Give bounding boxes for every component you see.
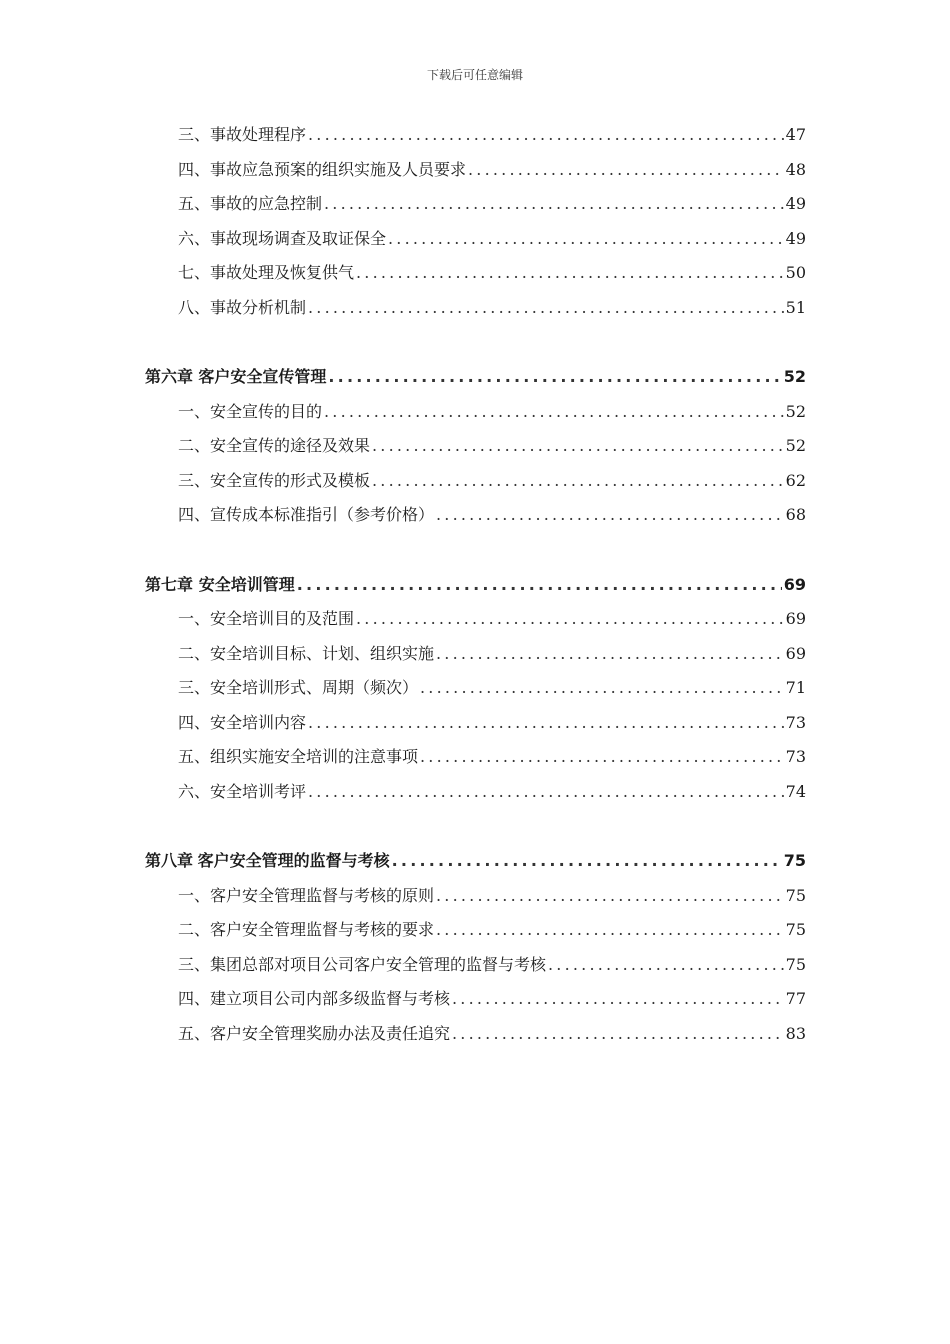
- dot-leader: [356, 602, 784, 637]
- toc-entry-title: 三、安全培训形式、周期（频次）: [178, 678, 419, 697]
- toc-entry-title: 五、事故的应急控制: [178, 194, 323, 213]
- toc-entry[interactable]: [145, 256, 806, 291]
- group-spacer: [145, 533, 806, 568]
- toc-entry-title: 四、宣传成本标准指引（参考价格）: [178, 505, 435, 524]
- toc-entry[interactable]: [145, 395, 806, 430]
- toc-entry-title: 八、事故分析机制: [178, 297, 307, 317]
- toc-entry-page: 71: [785, 678, 806, 697]
- toc-entry-page: 48: [785, 159, 806, 179]
- dot-leader: [548, 948, 784, 983]
- dot-leader: [324, 395, 784, 430]
- toc-chapter-page: 75: [783, 851, 806, 870]
- toc-entry-page: 83: [785, 1023, 806, 1043]
- dot-leader: [372, 429, 784, 464]
- toc-chapter-title: 客户安全宣传管理: [198, 367, 327, 386]
- toc-chapter-entry[interactable]: [145, 844, 806, 879]
- dot-leader: [356, 256, 784, 291]
- toc-entry[interactable]: [145, 948, 806, 983]
- dot-leader: [436, 637, 784, 672]
- toc-entry[interactable]: [145, 775, 806, 810]
- toc-entry-page: 49: [785, 228, 806, 248]
- toc-entry-page: 69: [785, 609, 806, 628]
- dot-leader: [420, 671, 784, 706]
- toc-entry-page: 52: [785, 436, 806, 455]
- toc-entry[interactable]: [145, 153, 806, 188]
- toc-entry-page: 77: [785, 989, 806, 1008]
- toc-entry-page: 50: [785, 263, 806, 282]
- toc-entry-title: 一、客户安全管理监督与考核的原则: [178, 885, 435, 905]
- toc-entry[interactable]: [145, 740, 806, 775]
- toc-entry-title: 二、安全宣传的途径及效果: [178, 436, 371, 455]
- group-spacer: [145, 809, 806, 844]
- page-header: 下载后可任意编辑: [426, 68, 523, 82]
- toc-entry-title: 四、建立项目公司内部多级监督与考核: [178, 989, 451, 1008]
- dot-leader: [388, 222, 784, 257]
- toc-entry-page: 62: [785, 470, 806, 490]
- toc-entry-title: 四、安全培训内容: [178, 712, 307, 732]
- toc-entry[interactable]: [145, 671, 806, 706]
- toc-entry-title: 七、事故处理及恢复供气: [178, 263, 355, 282]
- dot-leader: [297, 568, 782, 603]
- dot-leader: [452, 1017, 784, 1052]
- toc-entry[interactable]: [145, 602, 806, 637]
- toc-chapter-number: 第七章: [145, 574, 194, 594]
- toc-entry[interactable]: [145, 982, 806, 1017]
- toc-chapter-number: 第八章: [145, 851, 194, 870]
- toc-entry-page: 47: [785, 125, 806, 144]
- toc-chapter-page: 52: [783, 367, 806, 386]
- toc-entry-title: 五、客户安全管理奖励办法及责任追究: [178, 1023, 451, 1043]
- table-of-contents: [145, 118, 806, 1051]
- toc-entry[interactable]: [145, 429, 806, 464]
- toc-entry-page: 52: [785, 401, 806, 421]
- toc-entry[interactable]: [145, 291, 806, 326]
- toc-chapter-title: 客户安全管理的监督与考核: [197, 851, 390, 870]
- dot-leader: [420, 740, 784, 775]
- toc-entry-title: 五、组织实施安全培训的注意事项: [178, 747, 419, 766]
- toc-entry-page: 49: [785, 194, 806, 213]
- dot-leader: [308, 775, 784, 810]
- dot-leader: [392, 844, 782, 879]
- toc-entry-page: 75: [785, 920, 806, 939]
- toc-entry[interactable]: [145, 118, 806, 153]
- dot-leader: [328, 360, 781, 395]
- toc-entry[interactable]: [145, 879, 806, 914]
- toc-chapter-entry[interactable]: [145, 360, 806, 395]
- toc-entry[interactable]: [145, 498, 806, 533]
- dot-leader: [324, 187, 784, 222]
- toc-chapter-entry[interactable]: [145, 568, 806, 603]
- toc-entry-title: 四、事故应急预案的组织实施及人员要求: [178, 159, 467, 179]
- toc-entry-title: 二、安全培训目标、计划、组织实施: [178, 643, 435, 663]
- toc-entry-title: 六、安全培训考评: [178, 781, 307, 801]
- dot-leader: [308, 291, 784, 326]
- toc-chapter-number: 第六章: [145, 367, 194, 386]
- toc-entry-page: 74: [785, 781, 806, 801]
- toc-entry-page: 75: [785, 885, 806, 905]
- toc-entry[interactable]: [145, 706, 806, 741]
- dot-leader: [452, 982, 784, 1017]
- toc-entry-title: 三、事故处理程序: [178, 125, 307, 144]
- toc-entry-page: 73: [785, 747, 806, 766]
- dot-leader: [436, 879, 784, 914]
- toc-entry-title: 一、安全宣传的目的: [178, 401, 323, 421]
- dot-leader: [308, 118, 784, 153]
- toc-entry-page: 51: [785, 297, 806, 317]
- dot-leader: [436, 498, 784, 533]
- toc-entry-title: 六、事故现场调查及取证保全: [178, 228, 387, 248]
- dot-leader: [436, 913, 784, 948]
- dot-leader: [372, 464, 784, 499]
- toc-chapter-page: 69: [783, 574, 806, 594]
- group-spacer: [145, 325, 806, 360]
- toc-entry[interactable]: [145, 913, 806, 948]
- toc-entry-title: 一、安全培训目的及范围: [178, 609, 355, 628]
- toc-entry[interactable]: [145, 637, 806, 672]
- toc-entry[interactable]: [145, 187, 806, 222]
- toc-chapter-title: 安全培训管理: [198, 574, 295, 594]
- toc-entry-page: 69: [785, 643, 806, 663]
- toc-entry-page: 75: [785, 954, 806, 974]
- toc-entry[interactable]: [145, 1017, 806, 1052]
- toc-entry[interactable]: [145, 464, 806, 499]
- toc-entry-title: 三、集团总部对项目公司客户安全管理的监督与考核: [178, 954, 547, 974]
- toc-entry-page: 68: [785, 505, 806, 524]
- toc-entry[interactable]: [145, 222, 806, 257]
- dot-leader: [468, 153, 784, 188]
- dot-leader: [308, 706, 784, 741]
- toc-entry-title: 二、客户安全管理监督与考核的要求: [178, 920, 435, 939]
- toc-entry-page: 73: [785, 712, 806, 732]
- toc-entry-title: 三、安全宣传的形式及模板: [178, 470, 371, 490]
